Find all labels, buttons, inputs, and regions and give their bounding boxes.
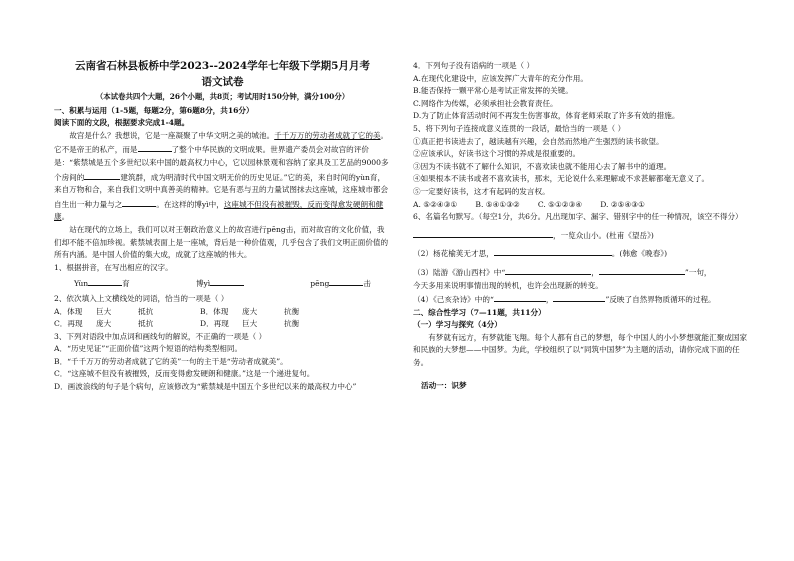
- question-3: 3、下列对语段中加点词和画线句的解说，不正确的一项是（ ）: [54, 331, 267, 341]
- q5-item-4: ④如果根本不读书或者不喜欢读书，那末，无论说什么来理解或不求甚解都毫无意义了。: [413, 174, 710, 184]
- activity-1-title: 活动一：识梦: [421, 380, 467, 390]
- recitation-line-2: （2）杨花榆荚无才思， 。(韩愈《晚春》): [413, 246, 753, 261]
- q3-option-d: D．画波浪线的句子是个病句，应该修改为“紫禁城是中国五个多世纪以来的最高权力中心”: [54, 382, 357, 392]
- answer-blank[interactable]: [553, 292, 605, 302]
- question-2: 2、依次填入上文横线处的词语，恰当的一项是（ ）: [54, 293, 229, 303]
- exam-note: （本试卷共四个大题，26个小题，共8页；考试用时150分钟，满分100分）: [95, 92, 350, 101]
- q5-item-2: ②应该承认，好读书这个习惯的养成是很重要的。: [413, 149, 581, 159]
- answer-blank[interactable]: [210, 276, 244, 286]
- fill-blank-2: [84, 170, 120, 180]
- answer-blank[interactable]: [329, 276, 363, 286]
- q3-option-b: B．“千千万万的劳动者成就了它的美”一句的主干是“劳动者成就美”。: [54, 356, 288, 366]
- answer-blank[interactable]: [494, 292, 546, 302]
- pinyin-item-1: Yùn 育: [74, 276, 130, 291]
- q4-option-a: A.在现代化建设中，应该发挥广大青年的充分作用。: [413, 73, 588, 83]
- q5-choice-d: D. ②⑤④③①: [600, 199, 645, 209]
- pinyin-row: [54, 276, 391, 291]
- left-column: [54, 91, 391, 394]
- q2-options-row-1: A．体现 巨大 抵抗 B．体现 庞大 抗衡: [54, 306, 300, 316]
- answer-blank[interactable]: [494, 246, 612, 256]
- underlined-sentence-2: 这座城不但没有被摧毁，反而变得愈发硬朗和健康: [54, 199, 384, 222]
- underlined-sentence-1: 千千万万的劳动者成就了它的美: [274, 130, 381, 140]
- question-6: 6、名篇名句默写。（每空1分，共6分。凡出现加字、漏字、错别字中的任一种情况，该空不得分）: [413, 212, 743, 222]
- answer-blank[interactable]: [505, 265, 591, 275]
- q2-options-row-2: C．再现 庞大 抵抗 D．再现 巨大 抗衡: [54, 319, 300, 329]
- exam-title: 云南省石林县板桥中学2023--2024学年七年级下学期5月月考: [75, 60, 370, 72]
- q4-option-d: D.为了防止体育活动时间不再发生伤害事故，体育老师采取了许多有效的措施。: [413, 111, 680, 121]
- pinyin-item-2: 博yì: [196, 276, 244, 291]
- reading-instruction: 阅读下面的文段，根据要求完成1-4题。: [54, 118, 190, 128]
- q5-item-1: ①真正把书读进去了，越读越有兴趣，会自然而然地产生强烈的读书欲望。: [413, 136, 664, 146]
- recitation-line-3-cont: 今天多用来说明事情出现的转机，也许会出现新的转变。: [413, 280, 603, 290]
- section2-subheading: （一）学习与探究（4分）: [413, 320, 502, 330]
- q4-option-c: C.网络作为传媒，必须承担社会教育责任。: [413, 98, 558, 108]
- q5-choices: [413, 199, 753, 212]
- q4-option-b: B.能否保持一颗平常心是考试正常发挥的关键。: [413, 86, 573, 96]
- fill-blank-1: [138, 142, 172, 152]
- recitation-line-4: （4）《己亥杂诗》中的“ ， ”反映了自然界物质循环的过程。: [413, 292, 753, 307]
- question-4: 4．下列句子没有语病的一项是（ ）: [413, 61, 535, 70]
- section2-paragraph: 有梦就有远方，有梦就能飞翔。每个人都有自己的梦想，每个中国人的小小梦想就能汇聚成国家和民族的大梦想——中国梦。为此，学校组织了以“同筑中国梦”为主题的活动，请你完成下面的任务。: [413, 332, 748, 368]
- q5-choice-a: A. ⑤②④③①: [413, 199, 458, 209]
- pinyin-item-3: pēng 击: [310, 276, 371, 291]
- passage-paragraph-1: 故宫是什么？我想说，它是一座凝聚了中华文明之美的城池。千千万万的劳动者成就了它的美。它不是帝王的私产，而是 了整个中华民族的文明成果。世界遗产委员会对故宫的评价是：“紫禁城是五个多世纪以来中国的最高权力中心，它以园林景观和容纳了家具及工艺品的9000多个房间的 建筑群，成为明清时代中国文明无价的历史见证。”它的美，来自时间的yùn育，来自万物和合，来自我们文明中真善美的精神。它是有恶与丑的力量试图抹去这座城，这座城市都会自生出一种力量与之 。在这样的博yì中，这座城不但没有被摧毁，反而变得愈发硬朗和健康。: [54, 130, 389, 222]
- right-column: [413, 60, 753, 392]
- recitation-line-3: （3）陆游《游山西村》中“ ， ”一句，: [413, 265, 753, 280]
- recitation-line-1: ，一览众山小。(杜甫《望岳》): [413, 228, 753, 243]
- exam-subtitle: 语文试卷: [201, 76, 244, 88]
- answer-blank[interactable]: [413, 228, 553, 238]
- answer-blank[interactable]: [88, 276, 122, 286]
- passage-paragraph-2: 站在现代的立场上，我们可以对王朝政治意义上的故宫进行pēng击，而对故宫的文化价值，我们却不能不倍加珍视。紫禁城表面上是一座城，背后是一种价值观，几乎包含了我们文明正面价值的所有内涵。是中国人价值的集大成，成就了这座城的伟大。: [54, 224, 389, 260]
- section2-heading: 二、综合性学习（7—11题，共11分）: [413, 307, 546, 317]
- q3-option-a: A．“历史见证”“正面价值”这两个短语的结构类型相同。: [54, 344, 243, 354]
- section1-heading: 一、积累与运用（1-5题，每题2分，第6题8分，共16分）: [54, 105, 254, 115]
- q3-option-c: C．“这座城不但没有被摧毁，反而变得愈发硬朗和健康。”这是一个递进复句。: [54, 369, 315, 379]
- q5-item-3: ③因为不读书就不了解什么知识，不喜欢读也就不能用心去了解书中的道理。: [413, 161, 672, 171]
- question-1: 1、根据拼音，在写出相应的汉字。: [54, 262, 173, 272]
- q5-choice-b: B. ⑤④①③②: [475, 199, 520, 209]
- q5-item-5: ⑤一定要好读书，这才有起码的发言权。: [413, 186, 550, 196]
- q5-choice-c: C. ⑤①②③④: [537, 199, 583, 209]
- question-5: 5、将下列句子连接成意义连贯的一段话，最恰当的一项是（ ）: [413, 123, 626, 133]
- answer-blank[interactable]: [599, 265, 685, 275]
- fill-blank-3: [122, 197, 156, 207]
